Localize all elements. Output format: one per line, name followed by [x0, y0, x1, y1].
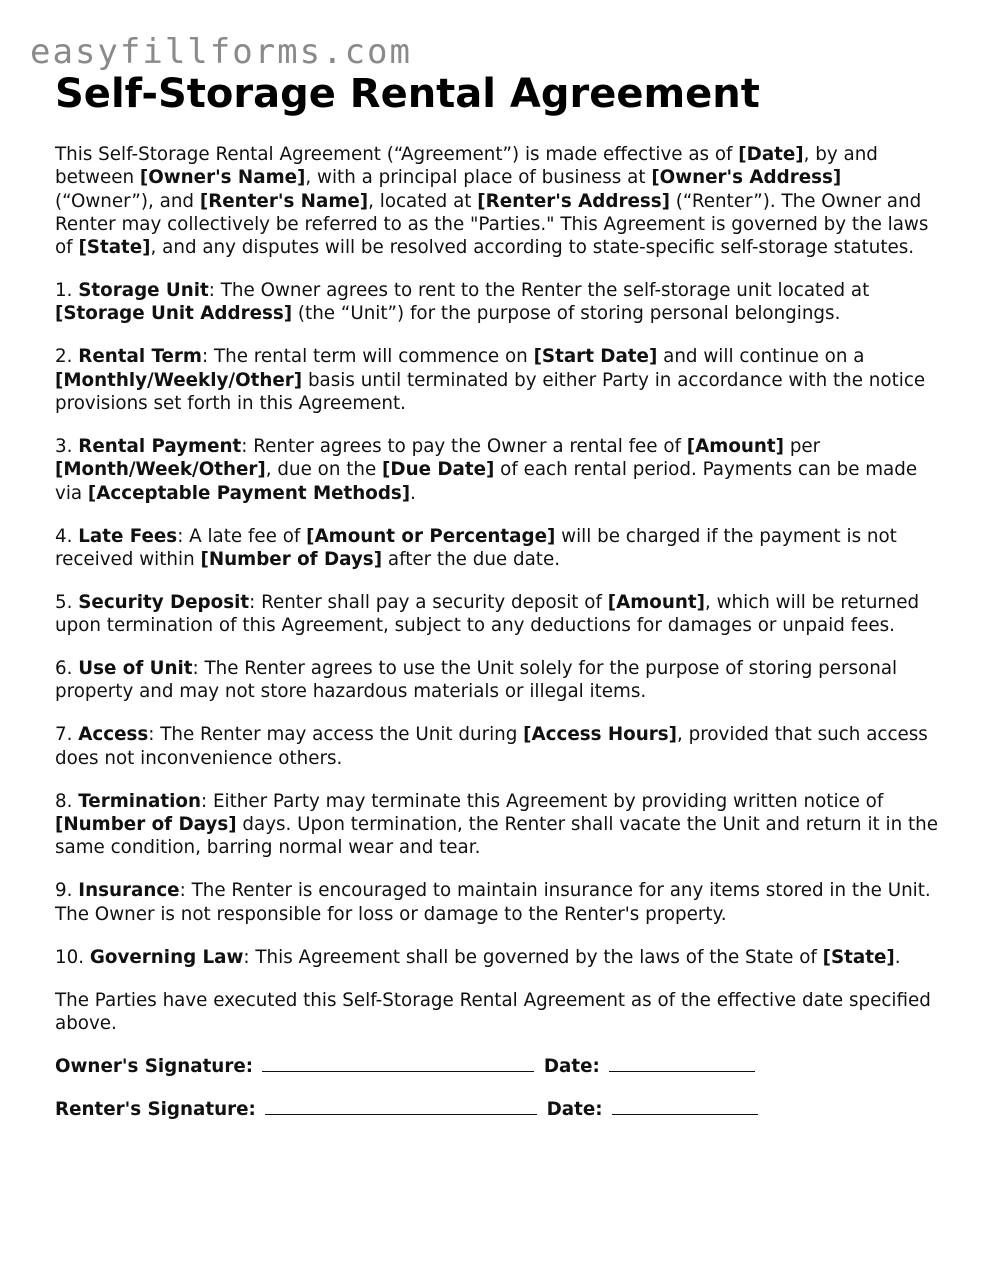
field-payment-period: [Month/Week/Other]	[55, 459, 266, 481]
section-heading: Rental Payment	[78, 436, 242, 458]
owner-signature-row	[55, 1055, 945, 1078]
field-rental-period: [Monthly/Weekly/Other]	[55, 369, 303, 391]
renter-signature-row	[55, 1098, 945, 1121]
owner-date-line[interactable]	[609, 1056, 755, 1072]
closing-paragraph: The Parties have executed this Self-Storage Rental Agreement as of the effective date specified above.	[55, 989, 931, 1034]
owner-signature-label: Owner's Signature:	[55, 1055, 254, 1077]
section-heading: Late Fees	[78, 525, 178, 547]
field-deposit-amount: [Amount]	[607, 591, 705, 613]
renter-signature-line[interactable]	[265, 1099, 537, 1115]
field-renter-address: [Renter's Address]	[477, 190, 670, 212]
intro-paragraph: This Self-Storage Rental Agreement (“Agreement”) is made effective as of [Date], by and between [Owner's Name], with a principal place of business at [Owner's Address] (“Owner”), and [Renter's Name], located at [Renter's Address] (“Renter”). The Owner and Renter may collectively be referred to as the "Parties." This Agreement is governed by the laws of [State], and any disputes will be resolved according to state-specific self-storage statutes.	[55, 144, 929, 259]
field-notice-days: [Number of Days]	[55, 814, 237, 836]
section-governing-law: 10. Governing Law: This Agreement shall be governed by the laws of the State of [State].	[55, 946, 901, 968]
field-due-date: [Due Date]	[382, 459, 495, 481]
section-heading: Use of Unit	[78, 658, 193, 680]
renter-date-line[interactable]	[612, 1099, 758, 1115]
document-body	[55, 143, 945, 1141]
section-heading: Storage Unit	[78, 280, 209, 302]
field-storage-unit-address: [Storage Unit Address]	[55, 303, 293, 325]
section-use-of-unit: 6. Use of Unit: The Renter agrees to use the Unit solely for the purpose of storing personal property and may not store hazardous materials or illegal items.	[55, 658, 898, 703]
section-termination: 8. Termination: Either Party may terminate this Agreement by providing written notice of [Number of Days] days. Upon termination, the Renter shall vacate the Unit and return it in the same condition, barring normal wear and tear.	[55, 790, 938, 859]
section-heading: Access	[78, 724, 149, 746]
section-heading: Termination	[78, 790, 201, 812]
section-heading: Rental Term	[78, 346, 202, 368]
field-owner-address: [Owner's Address]	[651, 167, 842, 189]
field-renter-name: [Renter's Name]	[199, 190, 369, 212]
section-rental-term: 2. Rental Term: The rental term will commence on [Start Date] and will continue on a [Monthly/Weekly/Other] basis until terminated by either Party in accordance with the notice provisions set forth in this Agreement.	[55, 346, 926, 415]
section-heading: Security Deposit	[78, 591, 250, 613]
field-start-date: [Start Date]	[533, 346, 658, 368]
field-owner-name: [Owner's Name]	[139, 167, 306, 189]
field-payment-methods: [Acceptable Payment Methods]	[87, 482, 411, 504]
field-amount: [Amount]	[686, 436, 785, 458]
owner-date-label: Date:	[543, 1055, 600, 1077]
section-storage-unit: 1. Storage Unit: The Owner agrees to rent to the Renter the self-storage unit located at [Storage Unit Address] (the “Unit”) for the purpose of storing personal belongings.	[55, 280, 870, 325]
section-rental-payment: 3. Rental Payment: Renter agrees to pay the Owner a rental fee of [Amount] per [Month/Week/Other], due on the [Due Date] of each rental period. Payments can be made via [Acceptable Payment Methods].	[55, 436, 918, 504]
section-access: 7. Access: The Renter may access the Unit during [Access Hours], provided that such access does not inconvenience others.	[55, 724, 928, 769]
document-title: Self-Storage Rental Agreement	[55, 71, 760, 117]
field-governing-state: [State]	[822, 946, 895, 968]
owner-signature-line[interactable]	[262, 1056, 534, 1072]
section-heading: Insurance	[78, 880, 180, 902]
renter-signature-label: Renter's Signature:	[55, 1098, 256, 1120]
field-number-of-days: [Number of Days]	[200, 548, 383, 570]
field-access-hours: [Access Hours]	[523, 724, 678, 746]
field-late-fee-amount: [Amount or Percentage]	[306, 525, 556, 547]
renter-date-label: Date:	[546, 1098, 603, 1120]
section-heading: Governing Law	[89, 946, 244, 968]
watermark: easyfillforms.com	[30, 32, 412, 72]
field-state: [State]	[78, 237, 151, 259]
section-late-fees: 4. Late Fees: A late fee of [Amount or Percentage] will be charged if the payment is not received within [Number of Days] after the due date.	[55, 525, 897, 570]
section-insurance: 9. Insurance: The Renter is encouraged to maintain insurance for any items stored in the Unit. The Owner is not responsible for loss or damage to the Renter's property.	[55, 880, 931, 925]
section-security-deposit: 5. Security Deposit: Renter shall pay a security deposit of [Amount], which will be returned upon termination of this Agreement, subject to any deductions for damages or unpaid fees.	[55, 591, 920, 637]
field-date: [Date]	[738, 144, 804, 165]
